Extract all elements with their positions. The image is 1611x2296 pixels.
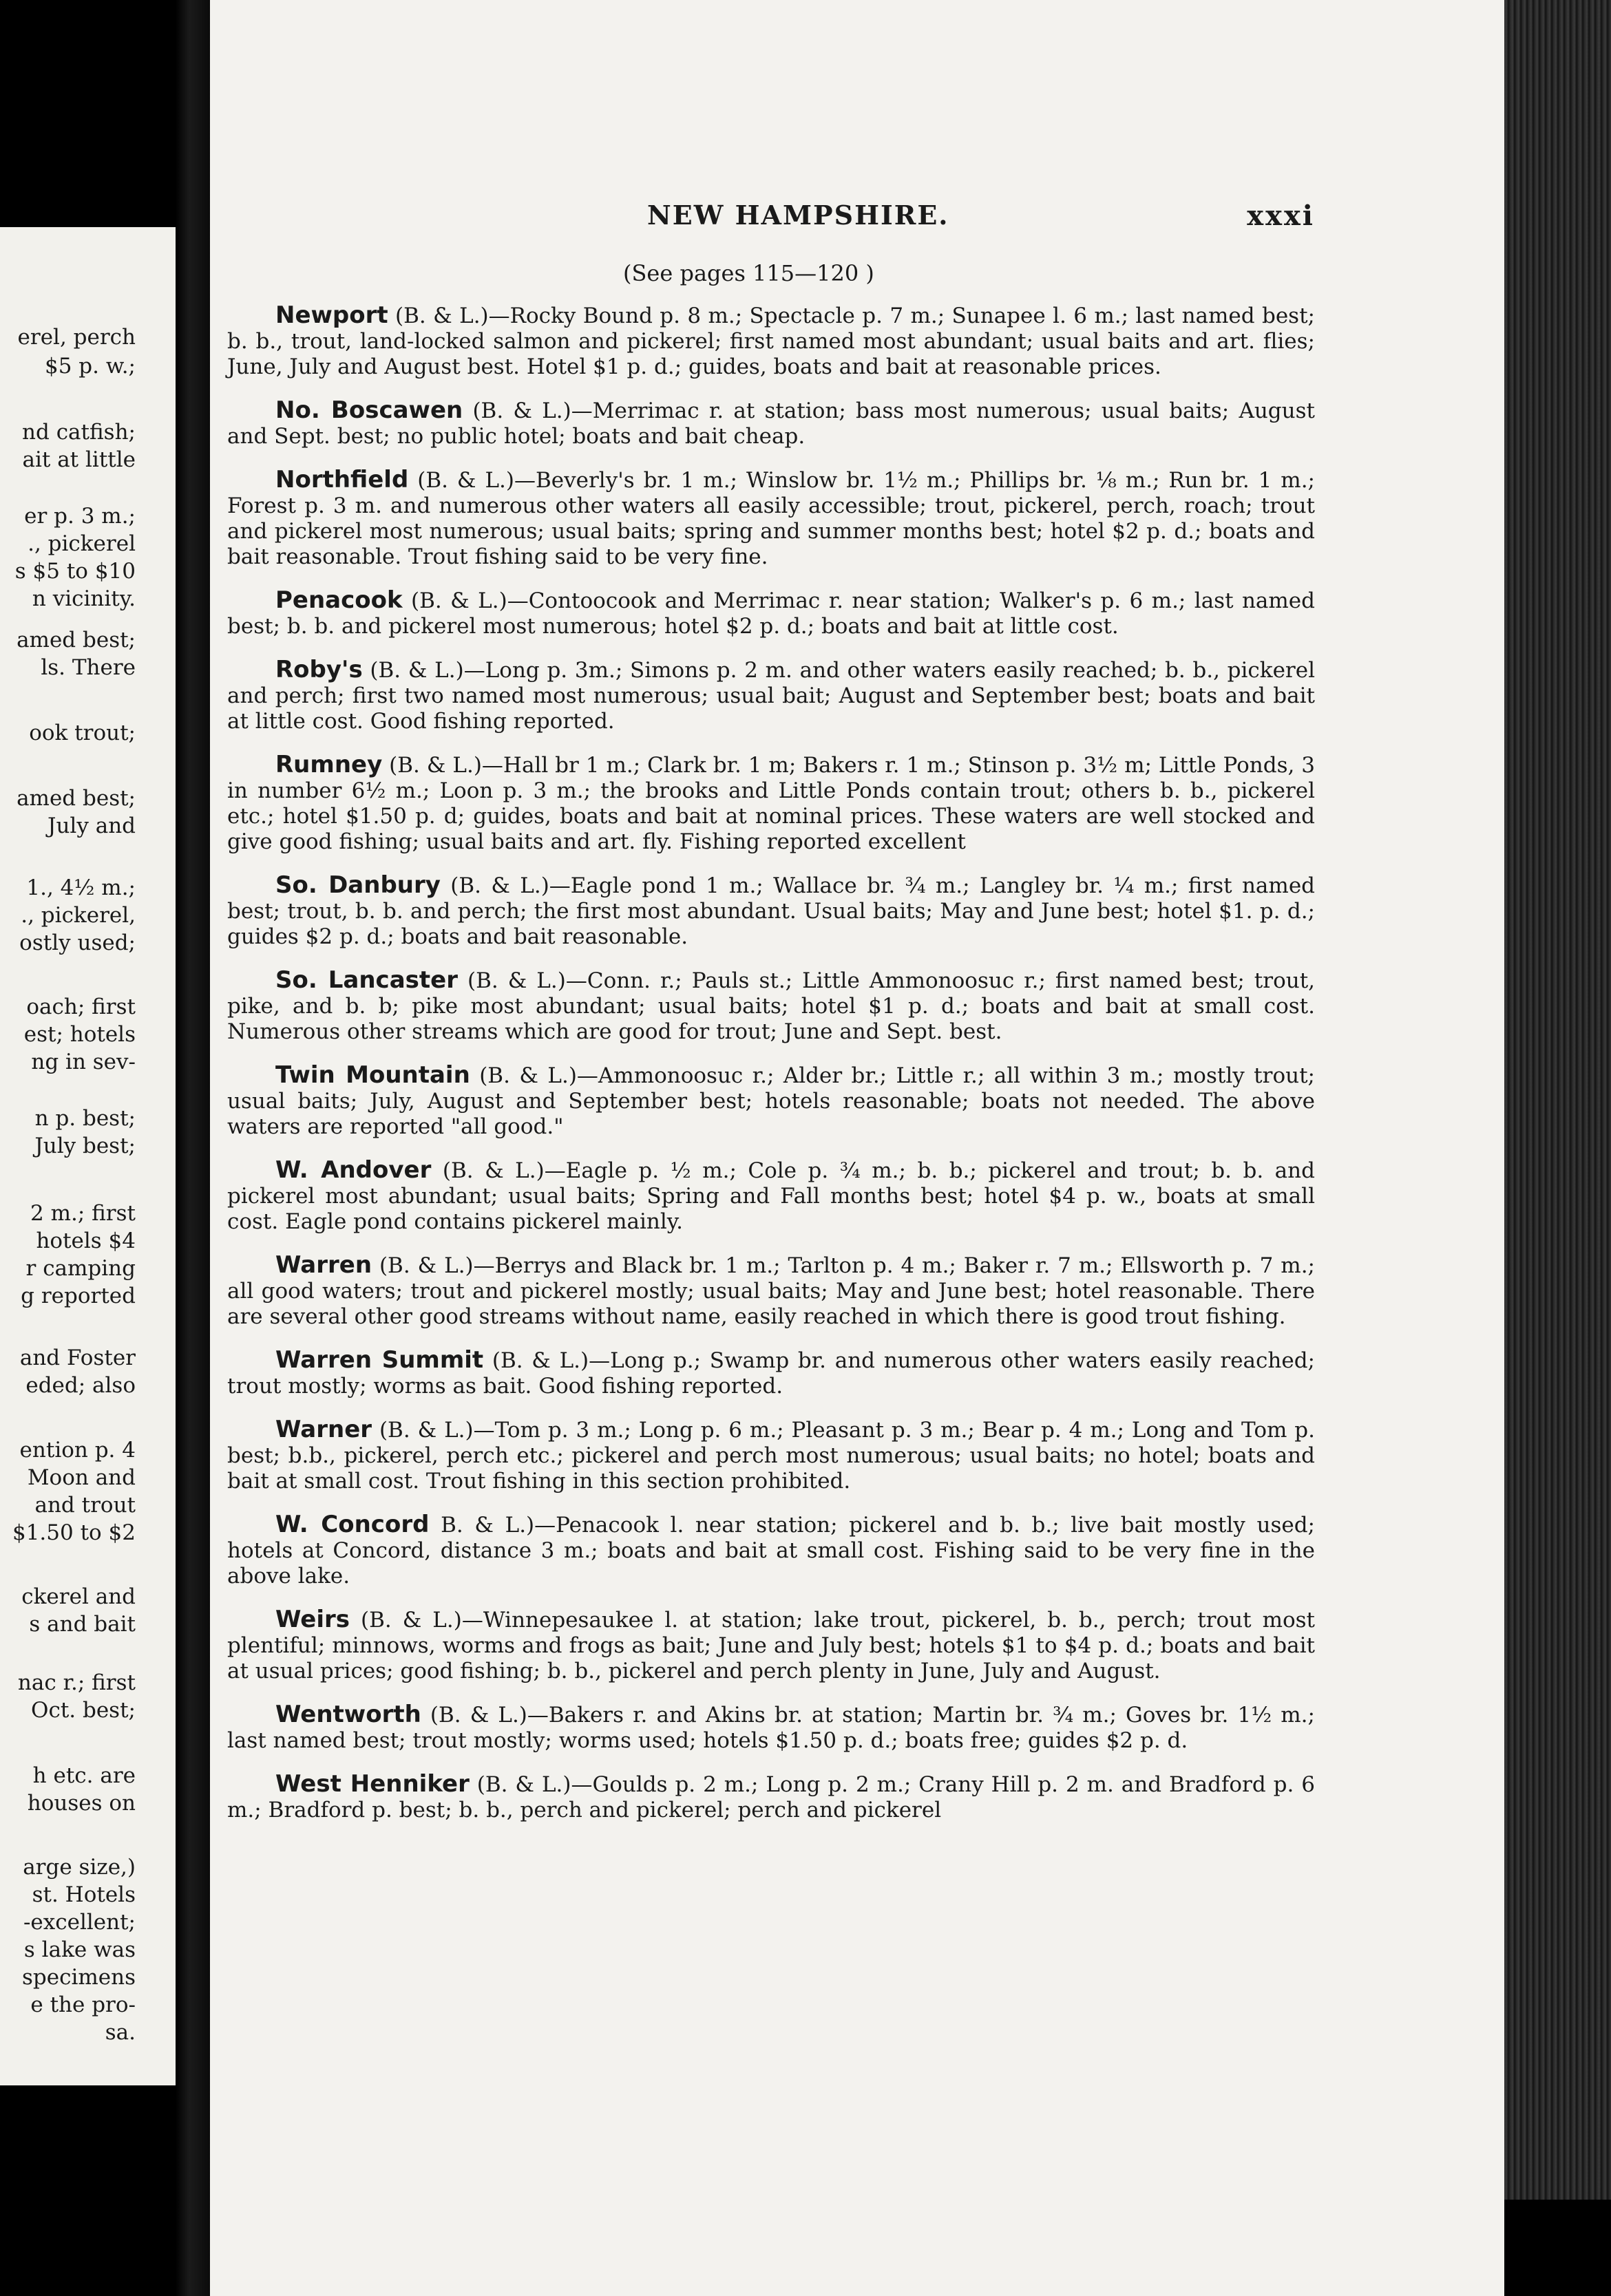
entry-text: (B. & L.)—Winnepesaukee l. at station; lake trout, pickerel, b. b., perch; trout most plentiful; minnows, worms and frogs as bait; June and July best; hotels $1 to $4 p. d.; boats and bait at usual prices; good fishing; b. b., pickerel and perch plenty in June, July and August.: [227, 1608, 1315, 1683]
left-text-fragment: ckerel and: [21, 1584, 136, 1609]
left-text-fragment: s $5 to $10: [14, 559, 136, 584]
left-text-fragment: e the pro-: [30, 1992, 136, 2017]
left-text-fragment: amed best;: [17, 628, 136, 652]
left-text-fragment: and Foster: [19, 1346, 136, 1370]
left-text-fragment: -excellent;: [23, 1910, 136, 1935]
left-text-fragment: ention p. 4: [19, 1438, 136, 1463]
entry-text: (B. & L.)—Long p.; Swamp br. and numerous other waters easily reached; trout mostly; worms as bait. Good fishing reported.: [227, 1348, 1315, 1399]
entry: [227, 588, 1315, 639]
left-text-fragment: ls. There: [41, 655, 136, 680]
left-text-fragment: nac r.; first: [17, 1670, 136, 1695]
entry: [227, 968, 1315, 1045]
left-text-fragment: ait at little: [22, 447, 136, 472]
left-text-fragment: n p. best;: [34, 1106, 136, 1131]
entry: [227, 467, 1315, 570]
left-text-fragment: and trout: [34, 1493, 136, 1518]
entry: [227, 873, 1315, 950]
entry-place: W. Concord: [275, 1511, 430, 1538]
left-page-fragment: [0, 227, 176, 2085]
entry-text: (B. & L.)—Eagle pond 1 m.; Wallace br. ¾ m.; Langley br. ¼ m.; first named best; trout, b. b. and perch; the first most abundant. Usual baits; May and June best; hotel $1. p. d.; guides $2 p. d.; boats and bait reasonable.: [227, 873, 1316, 949]
page-header: [434, 200, 1315, 234]
entry-place: Penacook: [275, 586, 403, 614]
left-text-fragment: r camping: [25, 1256, 136, 1281]
entry-place: Warner: [275, 1416, 372, 1443]
entry: [227, 1348, 1315, 1399]
entry-place: Wentworth: [275, 1701, 421, 1728]
left-text-fragment: st. Hotels: [32, 1882, 136, 1907]
entry-text: (B. & L.)—Rocky Bound p. 8 m.; Spectacle p. 7 m.; Sunapee l. 6 m.; last named best; b. b., trout, land-locked salmon and pickerel; first named most abundant; usual baits and art. flies; June, July and August best. Hotel $1 p. d.; guides, boats and bait at reasonable prices.: [227, 304, 1315, 379]
entry-text: (B. & L.)—Bakers r. and Akins br. at station; Martin br. ¾ m.; Goves br. 1½ m.; last named best; trout mostly; worms used; hotels $1.50 p. d.; boats free; guides $2 p. d.: [227, 1703, 1315, 1753]
entry-text: (B. & L.)—Eagle p. ½ m.; Cole p. ¾ m.; b. b.; pickerel and trout; b. b. and pickerel most abundant; usual baits; Spring and Fall months best; hotel $4 p. w., boats at small cost. Eagle pond contains pickerel mainly.: [227, 1158, 1315, 1234]
entry-text: (B. & L.)—Beverly's br. 1 m.; Winslow br. 1½ m.; Phillips br. ⅛ m.; Run br. 1 m.; Forest p. 3 m. and numerous other waters all easily accessible; trout, pickerel, perch, roach; trout and pickerel most numerous; usual baits; spring and summer months best; hotel $2 p. d.; boats and bait reasonable. Trout fishing said to be very fine.: [227, 468, 1315, 569]
entry-text: (B. & L.)—Conn. r.; Pauls st.; Little Ammonoosuc r.; first named best; trout, pike, and b. b; pike most abundant; usual baits; hotel $1 p. d.; boats and bait at small cost. Numerous other streams which are good for trout; June and Sept. best.: [227, 968, 1316, 1044]
left-text-fragment: er p. 3 m.;: [24, 504, 136, 529]
entry: [227, 398, 1315, 449]
entry-text: (B. & L.)—Ammonoosuc r.; Alder br.; Little r.; all within 3 m.; mostly trout; usual baits; July, August and September best; hotels reasonable; boats not needed. The above waters are reported "all good.": [227, 1063, 1315, 1139]
book-gutter: [176, 0, 210, 2296]
page-edge-stack: [1504, 0, 1611, 2296]
left-text-fragment: s and bait: [29, 1612, 136, 1637]
left-text-fragment: arge size,): [23, 1855, 136, 1880]
left-text-fragment: 1., 4½ m.;: [26, 875, 136, 900]
entry-place: Twin Mountain: [275, 1061, 470, 1089]
left-text-fragment: est; hotels: [23, 1022, 136, 1047]
entry-place: So. Lancaster: [275, 966, 458, 994]
entry-place: Northfield: [275, 466, 409, 493]
entry-place: Warren: [275, 1251, 372, 1279]
left-text-fragment: $5 p. w.;: [44, 354, 136, 379]
left-text-fragment: ., pickerel: [28, 531, 136, 556]
page-number: xxxi: [1247, 200, 1315, 232]
see-pages-note: (See pages 115—120 ): [623, 260, 874, 286]
entry-text: (B. & L.)—Long p. 3m.; Simons p. 2 m. and other waters easily reached; b. b., pickerel and perch; first two named most numerous; usual bait; August and September best; boats and bait at little cost. Good fishing reported.: [227, 658, 1315, 734]
entry-place: Warren Summit: [275, 1346, 484, 1374]
left-text-fragment: n vicinity.: [32, 586, 136, 611]
left-text-fragment: erel, perch: [17, 325, 136, 350]
entry-place: W. Andover: [275, 1156, 432, 1184]
entry: [227, 1702, 1315, 1754]
left-text-fragment: sa.: [105, 2020, 136, 2045]
left-text-fragment: hotels $4: [36, 1229, 136, 1253]
left-text-fragment: houses on: [27, 1791, 136, 1816]
entry-place: No. Boscawen: [275, 396, 463, 424]
entry-place: Weirs: [275, 1606, 350, 1633]
entries-list: [227, 303, 1315, 1841]
running-head: NEW HAMPSHIRE.: [647, 200, 949, 231]
left-text-fragment: July and: [48, 814, 136, 838]
entry: [227, 752, 1315, 855]
left-text-fragment: Moon and: [27, 1465, 136, 1490]
left-text-fragment: g reported: [21, 1284, 136, 1308]
left-text-fragment: amed best;: [17, 786, 136, 811]
left-text-fragment: ook trout;: [29, 721, 136, 745]
entry-text: (B. & L.)—Hall br 1 m.; Clark br. 1 m; Bakers r. 1 m.; Stinson p. 3½ m; Little Ponds, 3 in number 6½ m.; Loon p. 3 m.; the brooks and Little Ponds contain trout; others b. b., pickerel etc.; hotel $1.50 p. d; guides, boats and bait at nominal prices. These waters are well stocked and give good fishing; usual baits and art. fly. Fishing reported excellent: [227, 753, 1315, 854]
left-text-fragment: $1.50 to $2: [12, 1520, 136, 1545]
entry-text: (B. & L.)—Goulds p. 2 m.; Long p. 2 m.; Crany Hill p. 2 m. and Bradford p. 6 m.; Bradford p. best; b. b., perch and pickerel; perch and pickerel: [227, 1772, 1315, 1822]
entry-text: (B. & L.)—Tom p. 3 m.; Long p. 6 m.; Pleasant p. 3 m.; Bear p. 4 m.; Long and Tom p. best; b.b., pickerel, perch etc.; pickerel and perch most numerous; usual baits; no hotel; boats and bait at small cost. Trout fishing in this section prohibited.: [227, 1418, 1315, 1494]
left-text-fragment: Oct. best;: [31, 1698, 136, 1723]
entry-text: (B. & L.)—Contoocook and Merrimac r. near station; Walker's p. 6 m.; last named best; b. b. and pickerel most numerous; hotel $2 p. d.; boats and bait at little cost.: [227, 588, 1315, 639]
left-text-fragment: oach; first: [26, 995, 136, 1019]
left-text-fragment: 2 m.; first: [30, 1201, 136, 1226]
entry-text: (B. & L.)—Merrimac r. at station; bass most numerous; usual baits; August and Sept. best; no public hotel; boats and bait cheap.: [227, 398, 1315, 449]
entry-place: Newport: [275, 301, 388, 329]
left-text-fragment: ., pickerel,: [21, 903, 136, 928]
left-text-fragment: ostly used;: [19, 931, 136, 955]
entry: [227, 1772, 1315, 1823]
left-text-fragment: eded; also: [25, 1373, 136, 1398]
entry-place: Rumney: [275, 751, 383, 778]
entry: [227, 1417, 1315, 1494]
entry: [227, 1063, 1315, 1140]
entry-text: B. & L.)—Penacook l. near station; pickerel and b. b.; live bait mostly used; hotels at Concord, distance 3 m.; boats and bait at small cost. Fishing said to be very fine in the above lake.: [227, 1513, 1315, 1588]
entry: [227, 303, 1315, 380]
left-text-fragment: h etc. are: [32, 1763, 136, 1788]
entry: [227, 1253, 1315, 1330]
entry-place: So. Danbury: [275, 871, 441, 899]
left-text-fragment: ng in sev-: [31, 1050, 136, 1074]
left-text-fragment: s lake was: [23, 1937, 136, 1962]
entry: [227, 657, 1315, 734]
entry: [227, 1512, 1315, 1589]
entry-place: Roby's: [275, 656, 363, 683]
entry: [227, 1607, 1315, 1684]
left-text-fragment: nd catfish;: [22, 420, 136, 445]
entry-text: (B. & L.)—Berrys and Black br. 1 m.; Tarlton p. 4 m.; Baker r. 7 m.; Ellsworth p. 7 m.; all good waters; trout and pickerel mostly; usual baits; May and June best; hotel reasonable. There are several other good streams without name, easily reached in which there is good trout fishing.: [227, 1253, 1315, 1329]
entry-place: West Henniker: [275, 1770, 470, 1798]
left-text-fragment: specimens: [22, 1965, 136, 1990]
left-text-fragment: July best;: [34, 1134, 136, 1158]
entry: [227, 1158, 1315, 1235]
